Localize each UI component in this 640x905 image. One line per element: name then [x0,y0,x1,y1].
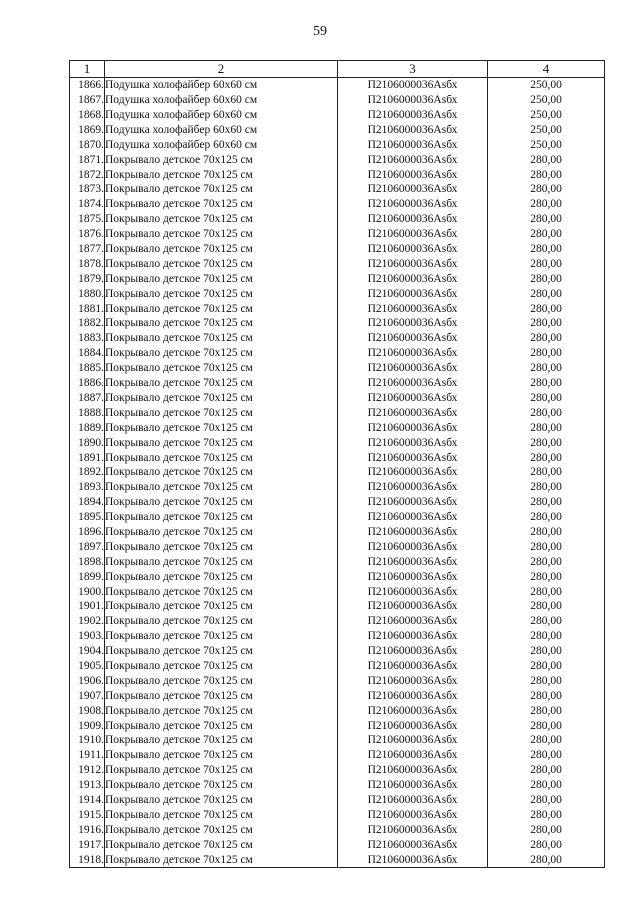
item-code: П2106000036Аѕбх [338,748,488,763]
column-header-1: 1 [70,61,105,78]
table-row [70,138,605,153]
item-price: 280,00 [488,272,605,287]
table-row [70,450,605,465]
row-number: 1918. [70,852,105,867]
item-code: П2106000036Аѕбх [338,644,488,659]
table-row [70,78,605,93]
item-price: 280,00 [488,227,605,242]
item-code: П2106000036Аѕбх [338,852,488,867]
row-number: 1900. [70,584,105,599]
table-row [70,540,605,555]
item-code: П2106000036Аѕбх [338,391,488,406]
table-row [70,376,605,391]
item-price: 280,00 [488,599,605,614]
item-name: Покрывало детское 70х125 см [105,852,338,867]
table-row [70,93,605,108]
item-price: 280,00 [488,376,605,391]
row-number: 1905. [70,659,105,674]
item-code: П2106000036Аѕбх [338,555,488,570]
item-name: Покрывало детское 70х125 см [105,316,338,331]
item-price: 280,00 [488,391,605,406]
item-code: П2106000036Аѕбх [338,823,488,838]
table-row [70,837,605,852]
item-code: П2106000036Аѕбх [338,406,488,421]
row-number: 1872. [70,167,105,182]
item-code: П2106000036Аѕбх [338,242,488,257]
item-code: П2106000036Аѕбх [338,316,488,331]
item-name: Покрывало детское 70х125 см [105,435,338,450]
row-number: 1893. [70,480,105,495]
item-code: П2106000036Аѕбх [338,78,488,93]
item-code: П2106000036Аѕбх [338,808,488,823]
table-row [70,703,605,718]
item-code: П2106000036Аѕбх [338,569,488,584]
row-number: 1897. [70,540,105,555]
column-header-2: 2 [105,61,338,78]
item-code: П2106000036Аѕбх [338,733,488,748]
row-number: 1891. [70,450,105,465]
row-number: 1908. [70,703,105,718]
row-number: 1882. [70,316,105,331]
item-code: П2106000036Аѕбх [338,480,488,495]
row-number: 1913. [70,778,105,793]
row-number: 1914. [70,793,105,808]
item-name: Покрывало детское 70х125 см [105,718,338,733]
table-row [70,599,605,614]
item-code: П2106000036Аѕбх [338,629,488,644]
row-number: 1896. [70,525,105,540]
item-name: Покрывало детское 70х125 см [105,182,338,197]
item-price: 280,00 [488,540,605,555]
table-row [70,569,605,584]
item-name: Покрывало детское 70х125 см [105,391,338,406]
item-code: П2106000036Аѕбх [338,793,488,808]
item-price: 280,00 [488,435,605,450]
table-row [70,584,605,599]
item-price: 280,00 [488,808,605,823]
item-name: Покрывало детское 70х125 см [105,346,338,361]
column-header-4: 4 [488,61,605,78]
item-name: Подушка холофайбер 60х60 см [105,108,338,123]
page-number: 59 [313,24,327,39]
item-price: 280,00 [488,316,605,331]
row-number: 1915. [70,808,105,823]
item-code: П2106000036Аѕбх [338,465,488,480]
item-price: 250,00 [488,138,605,153]
item-code: П2106000036Аѕбх [338,525,488,540]
item-price: 280,00 [488,510,605,525]
item-price: 280,00 [488,629,605,644]
table-row [70,555,605,570]
item-name: Покрывало детское 70х125 см [105,614,338,629]
item-code: П2106000036Аѕбх [338,718,488,733]
item-name: Покрывало детское 70х125 см [105,525,338,540]
row-number: 1870. [70,138,105,153]
item-name: Покрывало детское 70х125 см [105,793,338,808]
item-name: Покрывало детское 70х125 см [105,450,338,465]
item-code: П2106000036Аѕбх [338,138,488,153]
item-name: Покрывало детское 70х125 см [105,733,338,748]
table-row [70,167,605,182]
item-code: П2106000036Аѕбх [338,167,488,182]
item-code: П2106000036Аѕбх [338,689,488,704]
item-price: 250,00 [488,123,605,138]
row-number: 1907. [70,689,105,704]
table-row [70,316,605,331]
item-price: 280,00 [488,793,605,808]
item-code: П2106000036Аѕбх [338,286,488,301]
table-body [70,78,605,868]
row-number: 1904. [70,644,105,659]
item-name: Покрывало детское 70х125 см [105,689,338,704]
item-price: 280,00 [488,420,605,435]
item-name: Покрывало детское 70х125 см [105,272,338,287]
row-number: 1867. [70,93,105,108]
table-header [70,61,605,78]
table-row [70,465,605,480]
item-price: 280,00 [488,659,605,674]
item-price: 280,00 [488,748,605,763]
item-name: Покрывало детское 70х125 см [105,763,338,778]
table-row [70,301,605,316]
row-number: 1910. [70,733,105,748]
item-price: 280,00 [488,167,605,182]
row-number: 1887. [70,391,105,406]
table-row [70,272,605,287]
item-price: 280,00 [488,406,605,421]
item-price: 280,00 [488,212,605,227]
item-code: П2106000036Аѕбх [338,435,488,450]
item-code: П2106000036Аѕбх [338,182,488,197]
item-code: П2106000036Аѕбх [338,197,488,212]
item-price: 280,00 [488,286,605,301]
table-row [70,659,605,674]
item-code: П2106000036Аѕбх [338,450,488,465]
item-code: П2106000036Аѕбх [338,301,488,316]
item-price: 280,00 [488,450,605,465]
item-price: 280,00 [488,182,605,197]
row-number: 1868. [70,108,105,123]
table-row [70,510,605,525]
table-row [70,108,605,123]
item-code: П2106000036Аѕбх [338,584,488,599]
item-name: Покрывало детское 70х125 см [105,584,338,599]
item-code: П2106000036Аѕбх [338,376,488,391]
table-row [70,823,605,838]
item-name: Покрывало детское 70х125 см [105,837,338,852]
item-code: П2106000036Аѕбх [338,346,488,361]
row-number: 1917. [70,837,105,852]
item-name: Покрывало детское 70х125 см [105,420,338,435]
item-name: Покрывало детское 70х125 см [105,480,338,495]
item-name: Покрывало детское 70х125 см [105,823,338,838]
item-name: Покрывало детское 70х125 см [105,703,338,718]
table-row [70,763,605,778]
row-number: 1889. [70,420,105,435]
table-row [70,391,605,406]
row-number: 1898. [70,555,105,570]
table-row [70,361,605,376]
item-name: Покрывало детское 70х125 см [105,629,338,644]
table-row [70,718,605,733]
table-row [70,286,605,301]
row-number: 1866. [70,78,105,93]
item-code: П2106000036Аѕбх [338,361,488,376]
row-number: 1903. [70,629,105,644]
item-price: 280,00 [488,689,605,704]
row-number: 1877. [70,242,105,257]
item-price: 250,00 [488,93,605,108]
row-number: 1876. [70,227,105,242]
row-number: 1894. [70,495,105,510]
item-price: 280,00 [488,837,605,852]
table-row [70,152,605,167]
item-name: Подушка холофайбер 60х60 см [105,93,338,108]
table-row [70,748,605,763]
table-row [70,480,605,495]
item-price: 280,00 [488,718,605,733]
table-row [70,182,605,197]
row-number: 1878. [70,257,105,272]
item-name: Покрывало детское 70х125 см [105,748,338,763]
item-code: П2106000036Аѕбх [338,257,488,272]
item-name: Подушка холофайбер 60х60 см [105,123,338,138]
item-name: Покрывало детское 70х125 см [105,301,338,316]
item-price: 280,00 [488,331,605,346]
table-row [70,123,605,138]
row-number: 1880. [70,286,105,301]
item-name: Подушка холофайбер 60х60 см [105,78,338,93]
table-row [70,406,605,421]
item-code: П2106000036Аѕбх [338,778,488,793]
table-row [70,212,605,227]
item-code: П2106000036Аѕбх [338,495,488,510]
item-code: П2106000036Аѕбх [338,227,488,242]
item-name: Покрывало детское 70х125 см [105,167,338,182]
item-code: П2106000036Аѕбх [338,420,488,435]
item-code: П2106000036Аѕбх [338,614,488,629]
row-number: 1899. [70,569,105,584]
row-number: 1901. [70,599,105,614]
table-row [70,242,605,257]
row-number: 1906. [70,674,105,689]
item-name: Покрывало детское 70х125 см [105,227,338,242]
item-code: П2106000036Аѕбх [338,108,488,123]
item-name: Покрывало детское 70х125 см [105,361,338,376]
item-price: 280,00 [488,525,605,540]
item-name: Покрывало детское 70х125 см [105,331,338,346]
item-name: Покрывало детское 70х125 см [105,555,338,570]
item-code: П2106000036Аѕбх [338,152,488,167]
item-price: 280,00 [488,152,605,167]
item-name: Покрывало детское 70х125 см [105,465,338,480]
row-number: 1885. [70,361,105,376]
item-code: П2106000036Аѕбх [338,659,488,674]
item-code: П2106000036Аѕбх [338,331,488,346]
table-row [70,346,605,361]
row-number: 1883. [70,331,105,346]
item-code: П2106000036Аѕбх [338,703,488,718]
item-name: Покрывало детское 70х125 см [105,644,338,659]
row-number: 1892. [70,465,105,480]
item-name: Покрывало детское 70х125 см [105,778,338,793]
table-row [70,733,605,748]
row-number: 1912. [70,763,105,778]
table-row [70,197,605,212]
table-row [70,331,605,346]
item-price: 280,00 [488,555,605,570]
item-price: 280,00 [488,257,605,272]
item-price: 280,00 [488,703,605,718]
row-number: 1875. [70,212,105,227]
item-name: Покрывало детское 70х125 см [105,212,338,227]
item-code: П2106000036Аѕбх [338,540,488,555]
row-number: 1909. [70,718,105,733]
item-name: Покрывало детское 70х125 см [105,197,338,212]
table-row [70,689,605,704]
item-name: Покрывало детское 70х125 см [105,510,338,525]
column-header-3: 3 [338,61,488,78]
item-name: Покрывало детское 70х125 см [105,569,338,584]
item-code: П2106000036Аѕбх [338,510,488,525]
item-code: П2106000036Аѕбх [338,123,488,138]
item-price: 280,00 [488,242,605,257]
row-number: 1890. [70,435,105,450]
item-name: Покрывало детское 70х125 см [105,599,338,614]
item-code: П2106000036Аѕбх [338,93,488,108]
item-code: П2106000036Аѕбх [338,272,488,287]
item-price: 280,00 [488,778,605,793]
row-number: 1869. [70,123,105,138]
item-price: 280,00 [488,495,605,510]
row-number: 1873. [70,182,105,197]
item-price: 280,00 [488,197,605,212]
item-price: 280,00 [488,465,605,480]
item-price: 280,00 [488,301,605,316]
item-code: П2106000036Аѕбх [338,599,488,614]
item-price: 280,00 [488,480,605,495]
row-number: 1871. [70,152,105,167]
table-row [70,257,605,272]
table-row [70,420,605,435]
row-number: 1881. [70,301,105,316]
table-row [70,644,605,659]
row-number: 1874. [70,197,105,212]
item-price: 280,00 [488,569,605,584]
item-name: Покрывало детское 70х125 см [105,659,338,674]
item-price: 280,00 [488,674,605,689]
row-number: 1916. [70,823,105,838]
item-name: Покрывало детское 70х125 см [105,808,338,823]
row-number: 1886. [70,376,105,391]
item-code: П2106000036Аѕбх [338,763,488,778]
header-row [70,61,605,78]
inventory-table [69,60,605,868]
row-number: 1911. [70,748,105,763]
item-name: Покрывало детское 70х125 см [105,152,338,167]
table-row [70,495,605,510]
item-code: П2106000036Аѕбх [338,674,488,689]
table-row [70,852,605,867]
table-row [70,778,605,793]
item-price: 280,00 [488,763,605,778]
item-price: 280,00 [488,733,605,748]
item-price: 280,00 [488,361,605,376]
item-name: Покрывало детское 70х125 см [105,495,338,510]
table-row [70,525,605,540]
item-price: 280,00 [488,852,605,867]
table-row [70,227,605,242]
item-price: 280,00 [488,584,605,599]
item-name: Покрывало детское 70х125 см [105,674,338,689]
row-number: 1902. [70,614,105,629]
row-number: 1884. [70,346,105,361]
item-name: Покрывало детское 70х125 см [105,406,338,421]
table-row [70,614,605,629]
item-price: 250,00 [488,108,605,123]
item-name: Покрывало детское 70х125 см [105,242,338,257]
item-price: 250,00 [488,78,605,93]
item-name: Подушка холофайбер 60х60 см [105,138,338,153]
table-row [70,793,605,808]
row-number: 1895. [70,510,105,525]
item-code: П2106000036Аѕбх [338,837,488,852]
item-name: Покрывало детское 70х125 см [105,286,338,301]
row-number: 1879. [70,272,105,287]
item-price: 280,00 [488,346,605,361]
table-row [70,435,605,450]
table-row [70,808,605,823]
item-code: П2106000036Аѕбх [338,212,488,227]
item-name: Покрывало детское 70х125 см [105,376,338,391]
row-number: 1888. [70,406,105,421]
table-row [70,629,605,644]
table-row [70,674,605,689]
item-price: 280,00 [488,644,605,659]
item-price: 280,00 [488,614,605,629]
item-name: Покрывало детское 70х125 см [105,257,338,272]
item-name: Покрывало детское 70х125 см [105,540,338,555]
item-price: 280,00 [488,823,605,838]
